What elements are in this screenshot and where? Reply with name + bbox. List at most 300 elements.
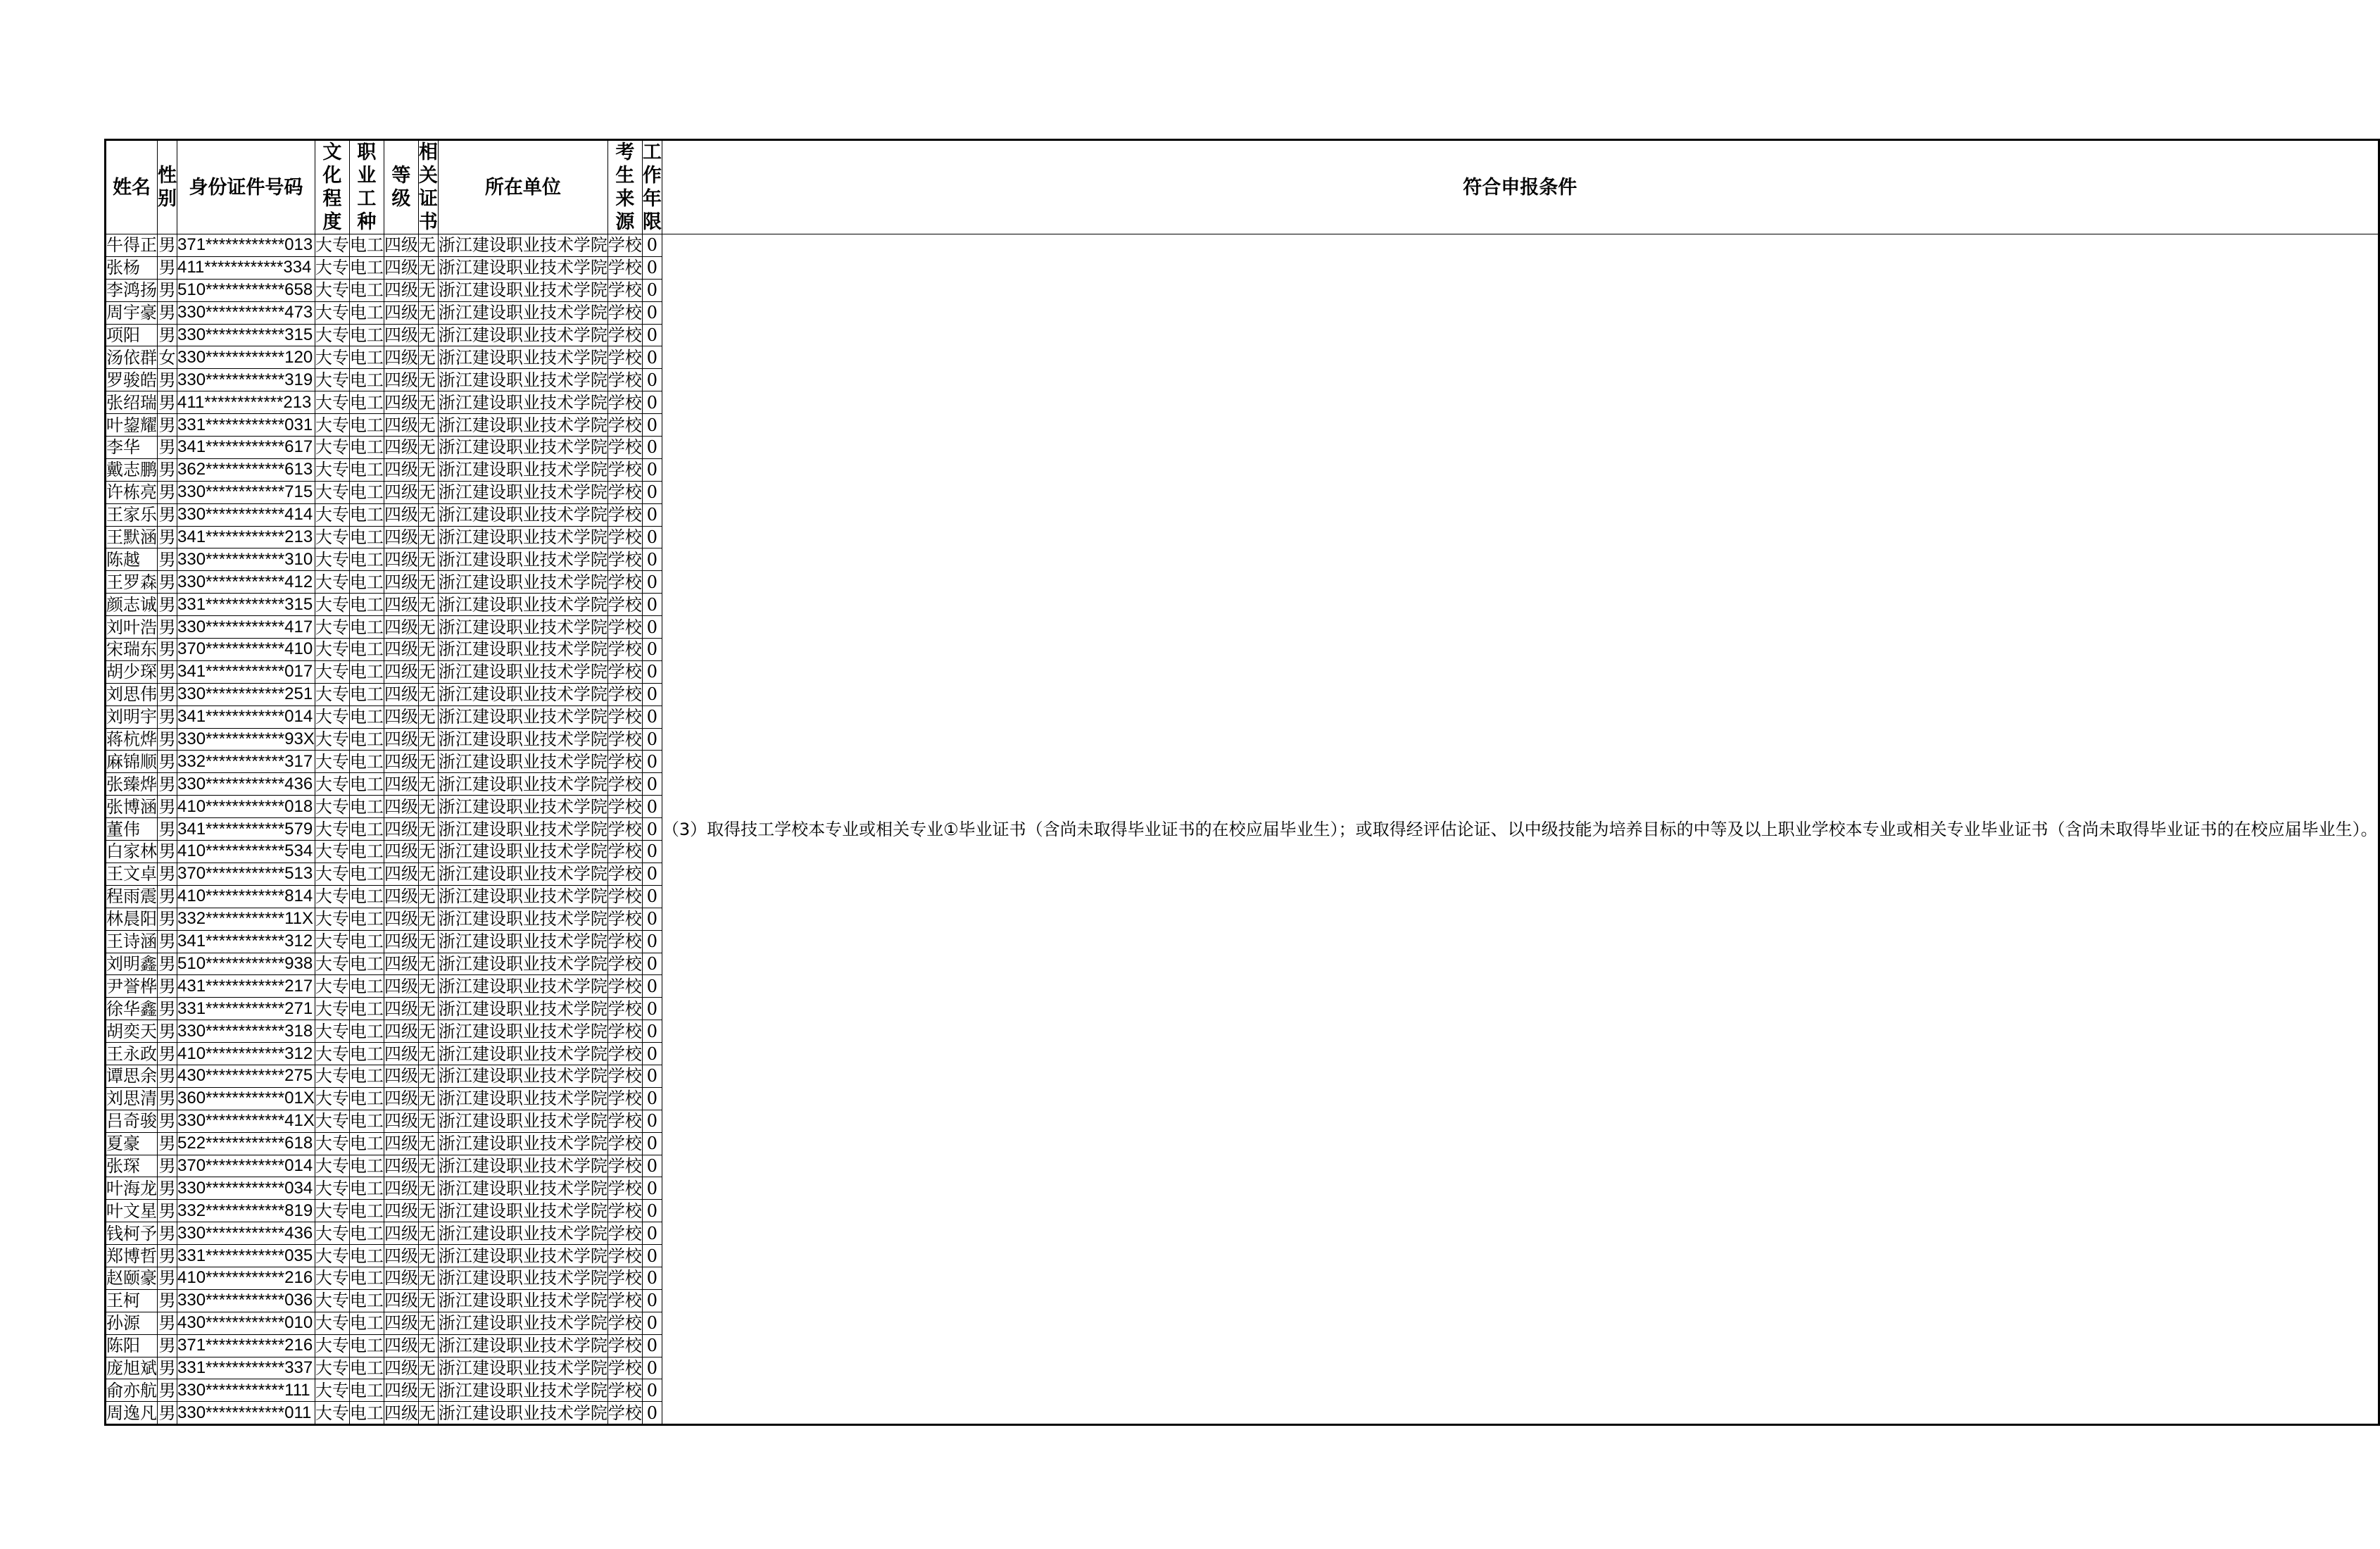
certificate-cell: 无: [418, 1289, 438, 1312]
work-years-cell: 0: [642, 1267, 662, 1289]
certificate-cell: 无: [418, 256, 438, 279]
id-number-cell: 330************93X: [177, 728, 315, 751]
level-cell: 四级: [384, 1111, 418, 1131]
trade-cell: 电工: [349, 527, 384, 548]
level-cell: 四级: [384, 1043, 418, 1064]
level-cell: 四级: [384, 258, 418, 278]
level-cell: 四级: [384, 594, 418, 615]
source-cell: 学校: [607, 460, 642, 480]
header-education: 文化程度: [315, 140, 349, 234]
header-cert: 相关证书: [418, 140, 438, 234]
work-years-cell: 0: [642, 437, 662, 459]
name-cell: 徐华鑫: [106, 998, 157, 1019]
certificate-cell: 无: [418, 751, 438, 773]
gender-cell: 男: [158, 280, 176, 301]
certificate-cell: 无: [418, 1155, 438, 1177]
work-years-cell: 0: [642, 1065, 662, 1087]
unit-cell: 浙江建设职业技术学院: [438, 347, 607, 368]
unit-cell: 浙江建设职业技术学院: [438, 460, 607, 480]
name-cell: 胡少琛: [106, 662, 157, 682]
id-number-cell: 411************213: [177, 391, 315, 414]
certificate-cell: 无: [418, 1357, 438, 1379]
trade-cell: 电工: [349, 1111, 384, 1131]
unit-cell: 浙江建设职业技术学院: [438, 235, 607, 256]
source-cell: 学校: [607, 482, 642, 503]
source-cell: 学校: [607, 549, 642, 570]
unit-cell: 浙江建设职业技术学院: [438, 1223, 607, 1243]
work-years-cell: 0: [642, 458, 662, 481]
education-cell: 大专: [315, 819, 349, 839]
level-cell: 四级: [384, 505, 418, 525]
education-cell: 大专: [315, 1178, 349, 1198]
name-cell: 陈阳: [106, 1334, 158, 1357]
id-number-cell: 330************034: [177, 1177, 315, 1200]
certificate-cell: 无: [418, 458, 438, 481]
source-cell: 学校: [607, 819, 642, 839]
id-number-cell: 341************579: [177, 818, 315, 841]
gender-cell: 男: [158, 1268, 176, 1288]
name-cell: 张琛: [106, 1155, 158, 1177]
id-number-cell: 332************11X: [177, 908, 315, 930]
trade-cell: 电工: [349, 325, 384, 345]
id-number-cell: 330************120: [177, 346, 315, 369]
trade-cell: 电工: [349, 976, 384, 996]
name-cell: 白家林: [106, 841, 157, 862]
id-number-cell: 341************014: [177, 705, 315, 728]
education-cell: 大专: [315, 932, 349, 952]
name-cell: 赵颐豪: [106, 1268, 157, 1288]
work-years-cell: 0: [642, 975, 662, 998]
id-number-cell: 370************410: [177, 639, 315, 661]
trade-cell: 电工: [349, 280, 384, 301]
trade-cell: 电工: [349, 953, 384, 974]
level-cell: 四级: [384, 639, 418, 660]
trade-cell: 电工: [349, 1402, 384, 1425]
education-cell: 大专: [315, 549, 349, 570]
unit-cell: 浙江建设职业技术学院: [438, 549, 607, 570]
trade-cell: 电工: [349, 370, 384, 390]
unit-cell: 浙江建设职业技术学院: [438, 415, 607, 435]
level-cell: 四级: [384, 774, 418, 794]
trade-cell: 电工: [349, 347, 384, 368]
work-years-cell: 0: [642, 773, 662, 796]
unit-cell: 浙江建设职业技术学院: [438, 932, 607, 952]
level-cell: 四级: [384, 1200, 418, 1221]
unit-cell: 浙江建设职业技术学院: [438, 751, 607, 772]
trade-cell: 电工: [349, 482, 384, 503]
certificate-cell: 无: [418, 571, 438, 594]
header-unit: 所在单位: [438, 140, 607, 234]
work-years-cell: 0: [642, 503, 662, 526]
unit-cell: 浙江建设职业技术学院: [438, 909, 607, 929]
source-cell: 学校: [607, 998, 642, 1019]
work-years-cell: 0: [642, 526, 662, 548]
source-cell: 学校: [607, 1066, 642, 1086]
condition-cell: （3）取得技工学校本专业或相关专业①毕业证书（含尚未取得毕业证书的在校应届毕业生）；或取得经评估论证、以中级技能为培养目标的中等及以上职业学校本专业或相关专业毕业证书（含尚未取得毕业证书的在校应届毕业生）。: [662, 234, 2379, 1425]
id-number-cell: 410************216: [177, 1267, 315, 1289]
level-cell: 四级: [384, 886, 418, 907]
name-cell: 程雨震: [106, 886, 157, 907]
gender-cell: 男: [158, 1291, 176, 1311]
level-cell: 四级: [384, 1336, 418, 1356]
unit-cell: 浙江建设职业技术学院: [438, 1111, 607, 1131]
source-cell: 学校: [607, 1268, 642, 1288]
source-cell: 学校: [607, 886, 642, 907]
name-cell: 麻锦顺: [106, 751, 157, 772]
certificate-cell: 无: [418, 908, 438, 930]
level-cell: 四级: [384, 437, 418, 458]
unit-cell: 浙江建设职业技术学院: [438, 325, 607, 345]
trade-cell: 电工: [349, 1223, 384, 1243]
name-cell: 尹誉桦: [106, 976, 157, 996]
source-cell: 学校: [607, 953, 642, 974]
certificate-cell: 无: [418, 975, 438, 998]
source-cell: 学校: [607, 1246, 642, 1266]
level-cell: 四级: [384, 1357, 418, 1378]
name-cell: 李华: [106, 437, 158, 459]
name-cell: 谭思余: [106, 1066, 157, 1086]
name-cell: 张博涵: [106, 796, 157, 817]
unit-cell: 浙江建设职业技术学院: [438, 1268, 607, 1288]
trade-cell: 电工: [349, 415, 384, 435]
id-number-cell: 411************334: [177, 256, 315, 279]
education-cell: 大专: [315, 1200, 349, 1221]
source-cell: 学校: [607, 864, 642, 884]
education-cell: 大专: [315, 392, 349, 413]
id-number-cell: 341************213: [177, 526, 315, 548]
trade-cell: 电工: [349, 886, 384, 907]
unit-cell: 浙江建设职业技术学院: [438, 572, 607, 592]
gender-cell: 男: [158, 1380, 176, 1400]
level-cell: 四级: [384, 392, 418, 413]
gender-cell: 男: [158, 1043, 176, 1064]
id-number-cell: 371************216: [177, 1334, 315, 1357]
certificate-cell: 无: [418, 1132, 438, 1155]
trade-cell: 电工: [349, 864, 384, 884]
gender-cell: 男: [158, 572, 176, 592]
level-cell: 四级: [384, 370, 418, 390]
work-years-cell: 0: [642, 1222, 662, 1245]
name-cell: 戴志鹏: [106, 460, 157, 480]
gender-cell: 男: [158, 370, 176, 390]
name-cell: 汤依群: [106, 347, 157, 368]
id-number-cell: 331************035: [177, 1245, 315, 1267]
gender-cell: 女: [158, 347, 176, 368]
certificate-cell: 无: [418, 369, 438, 391]
level-cell: 四级: [384, 1291, 418, 1311]
id-number-cell: 362************613: [177, 458, 315, 481]
certificate-cell: 无: [418, 998, 438, 1020]
id-number-cell: 510************658: [177, 279, 315, 301]
source-cell: 学校: [607, 751, 642, 772]
unit-cell: 浙江建设职业技术学院: [438, 258, 607, 278]
work-years-cell: 0: [642, 1289, 662, 1312]
education-cell: 大专: [315, 751, 349, 772]
id-number-cell: 330************251: [177, 683, 315, 705]
gender-cell: 男: [158, 639, 176, 660]
name-cell: 董伟: [106, 818, 158, 841]
work-years-cell: 0: [642, 728, 662, 751]
name-cell: 张臻烨: [106, 774, 157, 794]
id-number-cell: 330************036: [177, 1289, 315, 1312]
certificate-cell: 无: [418, 1334, 438, 1357]
source-cell: 学校: [607, 909, 642, 929]
trade-cell: 电工: [349, 932, 384, 952]
level-cell: 四级: [384, 527, 418, 548]
education-cell: 大专: [315, 774, 349, 794]
source-cell: 学校: [607, 1178, 642, 1198]
name-cell: 周逸凡: [106, 1402, 158, 1425]
gender-cell: 男: [158, 976, 176, 996]
source-cell: 学校: [607, 729, 642, 750]
work-years-cell: 0: [642, 1043, 662, 1065]
name-cell: 颜志诚: [106, 594, 157, 615]
unit-cell: 浙江建设职业技术学院: [438, 1066, 607, 1086]
header-id: 身份证件号码: [177, 140, 315, 234]
trade-cell: 电工: [349, 796, 384, 817]
trade-cell: 电工: [349, 1200, 384, 1221]
gender-cell: 男: [158, 325, 176, 345]
gender-cell: 男: [158, 1021, 176, 1041]
gender-cell: 男: [158, 909, 176, 929]
education-cell: 大专: [315, 1043, 349, 1064]
source-cell: 学校: [607, 1291, 642, 1311]
unit-cell: 浙江建设职业技术学院: [438, 953, 607, 974]
gender-cell: 男: [158, 527, 176, 548]
name-cell: 王永政: [106, 1043, 157, 1064]
certificate-cell: 无: [418, 1245, 438, 1267]
level-cell: 四级: [384, 1223, 418, 1243]
id-number-cell: 330************111: [177, 1379, 315, 1402]
name-cell: 李鸿扬: [106, 280, 157, 301]
unit-cell: 浙江建设职业技术学院: [438, 527, 607, 548]
trade-cell: 电工: [349, 505, 384, 525]
level-cell: 四级: [384, 662, 418, 682]
gender-cell: 男: [158, 932, 176, 952]
source-cell: 学校: [607, 684, 642, 705]
trade-cell: 电工: [349, 751, 384, 772]
certificate-cell: 无: [418, 863, 438, 885]
source-cell: 学校: [607, 1336, 642, 1356]
education-cell: 大专: [315, 527, 349, 548]
level-cell: 四级: [384, 953, 418, 974]
name-cell: 王柯: [106, 1289, 158, 1312]
level-cell: 四级: [384, 1402, 418, 1425]
source-cell: 学校: [607, 1223, 642, 1243]
id-number-cell: 331************031: [177, 414, 315, 437]
unit-cell: 浙江建设职业技术学院: [438, 1313, 607, 1334]
work-years-cell: 0: [642, 1200, 662, 1222]
education-cell: 大专: [315, 258, 349, 278]
unit-cell: 浙江建设职业技术学院: [438, 303, 607, 323]
education-cell: 大专: [315, 796, 349, 817]
certificate-cell: 无: [418, 1200, 438, 1222]
certificate-cell: 无: [418, 728, 438, 751]
unit-cell: 浙江建设职业技术学院: [438, 1155, 607, 1176]
level-cell: 四级: [384, 1021, 418, 1041]
trade-cell: 电工: [349, 437, 384, 458]
name-cell: 叶鋆耀: [106, 415, 157, 435]
level-cell: 四级: [384, 549, 418, 570]
id-number-cell: 360************01X: [177, 1087, 315, 1110]
work-years-cell: 0: [642, 234, 662, 257]
source-cell: 学校: [607, 235, 642, 256]
id-number-cell: 430************275: [177, 1065, 315, 1087]
gender-cell: 男: [158, 953, 176, 974]
source-cell: 学校: [607, 1043, 642, 1064]
level-cell: 四级: [384, 751, 418, 772]
education-cell: 大专: [315, 998, 349, 1019]
name-cell: 胡奕天: [106, 1021, 157, 1041]
name-cell: 叶海龙: [106, 1178, 157, 1198]
gender-cell: 男: [158, 819, 176, 839]
education-cell: 大专: [315, 280, 349, 301]
name-cell: 庞旭斌: [106, 1357, 157, 1378]
work-years-cell: 0: [642, 885, 662, 908]
unit-cell: 浙江建设职业技术学院: [438, 886, 607, 907]
id-number-cell: 510************938: [177, 953, 315, 975]
certificate-cell: 无: [418, 705, 438, 728]
name-cell: 周宇豪: [106, 303, 157, 323]
name-cell: 俞亦航: [106, 1380, 157, 1400]
gender-cell: 男: [158, 751, 176, 772]
trade-cell: 电工: [349, 460, 384, 480]
gender-cell: 男: [158, 1223, 176, 1243]
id-number-cell: 330************319: [177, 369, 315, 391]
certificate-cell: 无: [418, 796, 438, 818]
level-cell: 四级: [384, 235, 418, 256]
gender-cell: 男: [158, 482, 176, 503]
education-cell: 大专: [315, 1313, 349, 1334]
trade-cell: 电工: [349, 639, 384, 660]
unit-cell: 浙江建设职业技术学院: [438, 392, 607, 413]
name-cell: 张杨: [106, 256, 158, 279]
header-row: [106, 140, 2379, 234]
trade-cell: 电工: [349, 707, 384, 727]
trade-cell: 电工: [349, 1291, 384, 1311]
trade-cell: 电工: [349, 617, 384, 637]
gender-cell: 男: [158, 1246, 176, 1266]
level-cell: 四级: [384, 617, 418, 637]
education-cell: 大专: [315, 1066, 349, 1086]
name-cell: 陈越: [106, 548, 158, 571]
source-cell: 学校: [607, 1313, 642, 1334]
work-years-cell: 0: [642, 594, 662, 616]
level-cell: 四级: [384, 325, 418, 345]
level-cell: 四级: [384, 1089, 418, 1109]
gender-cell: 男: [158, 1089, 176, 1109]
id-number-cell: 330************310: [177, 548, 315, 571]
source-cell: 学校: [607, 976, 642, 996]
education-cell: 大专: [315, 572, 349, 592]
source-cell: 学校: [607, 527, 642, 548]
work-years-cell: 0: [642, 705, 662, 728]
gender-cell: 男: [158, 1178, 176, 1198]
education-cell: 大专: [315, 437, 349, 458]
id-number-cell: 331************271: [177, 998, 315, 1020]
gender-cell: 男: [158, 460, 176, 480]
certificate-cell: 无: [418, 526, 438, 548]
source-cell: 学校: [607, 280, 642, 301]
level-cell: 四级: [384, 347, 418, 368]
level-cell: 四级: [384, 1134, 418, 1154]
education-cell: 大专: [315, 1291, 349, 1311]
name-cell: 牛得正: [106, 235, 157, 256]
unit-cell: 浙江建设职业技术学院: [438, 370, 607, 390]
gender-cell: 男: [158, 1357, 176, 1378]
unit-cell: 浙江建设职业技术学院: [438, 1357, 607, 1378]
unit-cell: 浙江建设职业技术学院: [438, 1380, 607, 1400]
certificate-cell: 无: [418, 1087, 438, 1110]
trade-cell: 电工: [349, 572, 384, 592]
name-cell: 刘明宇: [106, 707, 157, 727]
trade-cell: 电工: [349, 1066, 384, 1086]
certificate-cell: 无: [418, 346, 438, 369]
name-cell: 王罗森: [106, 572, 157, 592]
education-cell: 大专: [315, 976, 349, 996]
trade-cell: 电工: [349, 392, 384, 413]
unit-cell: 浙江建设职业技术学院: [438, 1291, 607, 1311]
gender-cell: 男: [158, 796, 176, 817]
gender-cell: 男: [158, 505, 176, 525]
id-number-cell: 330************41X: [177, 1110, 315, 1132]
unit-cell: 浙江建设职业技术学院: [438, 1402, 607, 1425]
unit-cell: 浙江建设职业技术学院: [438, 819, 607, 839]
level-cell: 四级: [384, 932, 418, 952]
gender-cell: 男: [158, 1336, 176, 1356]
education-cell: 大专: [315, 639, 349, 660]
id-number-cell: 410************018: [177, 796, 315, 818]
source-cell: 学校: [607, 1021, 642, 1041]
education-cell: 大专: [315, 482, 349, 503]
id-number-cell: 370************014: [177, 1155, 315, 1177]
source-cell: 学校: [607, 325, 642, 345]
work-years-cell: 0: [642, 548, 662, 571]
trade-cell: 电工: [349, 1336, 384, 1356]
level-cell: 四级: [384, 1313, 418, 1334]
name-cell: 罗骏皓: [106, 370, 157, 390]
source-cell: 学校: [607, 303, 642, 323]
work-years-cell: 0: [642, 1177, 662, 1200]
level-cell: 四级: [384, 1268, 418, 1288]
source-cell: 学校: [607, 774, 642, 794]
work-years-cell: 0: [642, 863, 662, 885]
level-cell: 四级: [384, 303, 418, 323]
work-years-cell: 0: [642, 998, 662, 1020]
trade-cell: 电工: [349, 1313, 384, 1334]
trade-cell: 电工: [349, 662, 384, 682]
work-years-cell: 0: [642, 1245, 662, 1267]
certificate-cell: 无: [418, 234, 438, 257]
name-cell: 夏豪: [106, 1132, 158, 1155]
trade-cell: 电工: [349, 594, 384, 615]
id-number-cell: 341************017: [177, 660, 315, 683]
level-cell: 四级: [384, 729, 418, 750]
name-cell: 王默涵: [106, 527, 157, 548]
unit-cell: 浙江建设职业技术学院: [438, 1134, 607, 1154]
source-cell: 学校: [607, 639, 642, 660]
level-cell: 四级: [384, 998, 418, 1019]
education-cell: 大专: [315, 505, 349, 525]
level-cell: 四级: [384, 482, 418, 503]
source-cell: 学校: [607, 662, 642, 682]
name-cell: 刘思伟: [106, 684, 157, 705]
source-cell: 学校: [607, 932, 642, 952]
level-cell: 四级: [384, 819, 418, 839]
certificate-cell: 无: [418, 1110, 438, 1132]
gender-cell: 男: [158, 392, 176, 413]
unit-cell: 浙江建设职业技术学院: [438, 1336, 607, 1356]
